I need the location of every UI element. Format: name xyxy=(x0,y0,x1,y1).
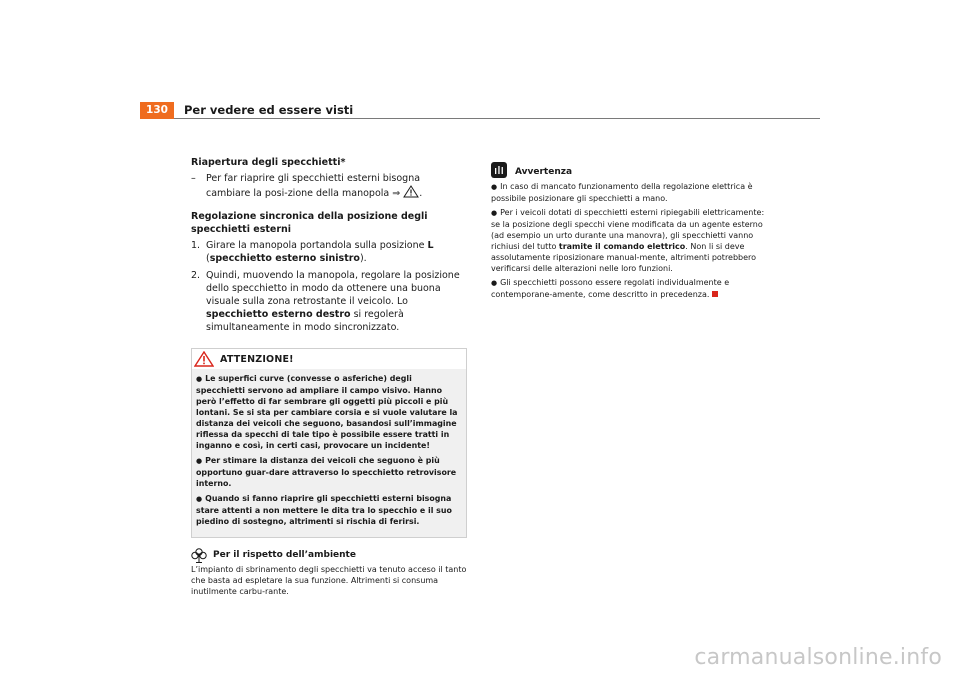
environment-heading xyxy=(191,548,467,562)
left-column xyxy=(191,156,467,597)
environment-title: Per il rispetto dell’ambiente xyxy=(213,550,356,560)
info-icon xyxy=(491,162,507,178)
note-item: ● In caso di mancato funzionamento della regolazione elettrica è possibile posizionare gli specchietti a mano. xyxy=(491,182,753,203)
note-heading xyxy=(491,160,771,178)
dash-marker: – xyxy=(191,173,196,184)
warning-box xyxy=(191,348,467,538)
warning-triangle-icon[interactable] xyxy=(403,185,419,198)
sync-heading: Regolazione sincronica della posizione degli specchietti esterni xyxy=(191,211,428,235)
end-marker xyxy=(712,291,718,297)
page-number: 130 xyxy=(140,102,174,119)
warning-item: ● Per stimare la distanza dei veicoli che seguono è più opportuno guar-dare attraverso lo specchietto retrovisore interno. xyxy=(196,456,457,488)
watermark: carmanualsonline.info xyxy=(694,645,942,670)
reopen-text: Per far riaprire gli specchietti esterni bisogna cambiare la posi-zione della manopola ⇒ xyxy=(206,173,421,199)
reopen-item: – Per far riaprire gli specchietti esterni bisogna cambiare la posi-zione della manopola ⇒ . xyxy=(191,173,423,199)
warning-item: ● Quando si fanno riaprire gli specchietti esterni bisogna stare attenti a non mettere le dita tra lo specchio e il suo piedino di sostegno, altrimenti si rischia di ferirsi. xyxy=(196,494,452,526)
note-item: ● Per i veicoli dotati di specchietti esterni ripiegabili elettricamente: se la posizione degli specchi viene modificata da un agente esterno (ad esempio un urto durante una manovra), gli specchietti vanno richiusi del tutto tramite il comando elettrico. Non li si deve assolutamente riposizionare manual-mente, altrimenti potrebbero verificarsi delle alterazioni nelle loro funzioni. xyxy=(491,208,765,273)
step-1: 1. Girare la manopola portandola sulla posizione L (specchietto esterno sinistro). xyxy=(191,240,434,264)
note-item: ● Gli specchietti possono essere regolati individualmente e contemporane-amente, come descritto in precedenza. xyxy=(491,278,730,299)
page-header xyxy=(140,102,820,119)
environment-text: L’impianto di sbrinamento degli specchietti va tenuto acceso il tanto che basta ad espletare la sua funzione. Altrimenti si consuma inutilmente carbu-rante. xyxy=(191,565,467,596)
warning-item: ● Le superfici curve (convesse o asferiche) degli specchietti servono ad ampliare il campo visivo. Hanno però l’effetto di far sembrare gli oggetti più piccoli e più lontani. Se si sta per cambiare corsia e si vuole valutare la distanza dei veicoli che seguono, basandosi sull’immagine riflessa da specchi di tale tipo è possibile essere tratti in inganno e così, in certi casi, provocare un incidente! xyxy=(196,374,458,450)
right-column xyxy=(491,160,771,300)
warning-title: ATTENZIONE! xyxy=(220,353,294,365)
step-2: 2. Quindi, muovendo la manopola, regolare la posizione dello specchietto in modo da ottenere una buona visuale sulla zona retrostante il veicolo. Lo specchietto esterno destro si regolerà simultaneamente in modo sincronizzato. xyxy=(191,270,460,333)
reopen-heading: Riapertura degli specchietti* xyxy=(191,157,346,168)
note-title: Avvertenza xyxy=(515,167,573,177)
chapter-title: Per vedere ed essere visti xyxy=(184,103,354,117)
warning-triangle-icon xyxy=(194,351,214,367)
flower-icon xyxy=(191,548,207,563)
header-rule xyxy=(174,118,820,119)
